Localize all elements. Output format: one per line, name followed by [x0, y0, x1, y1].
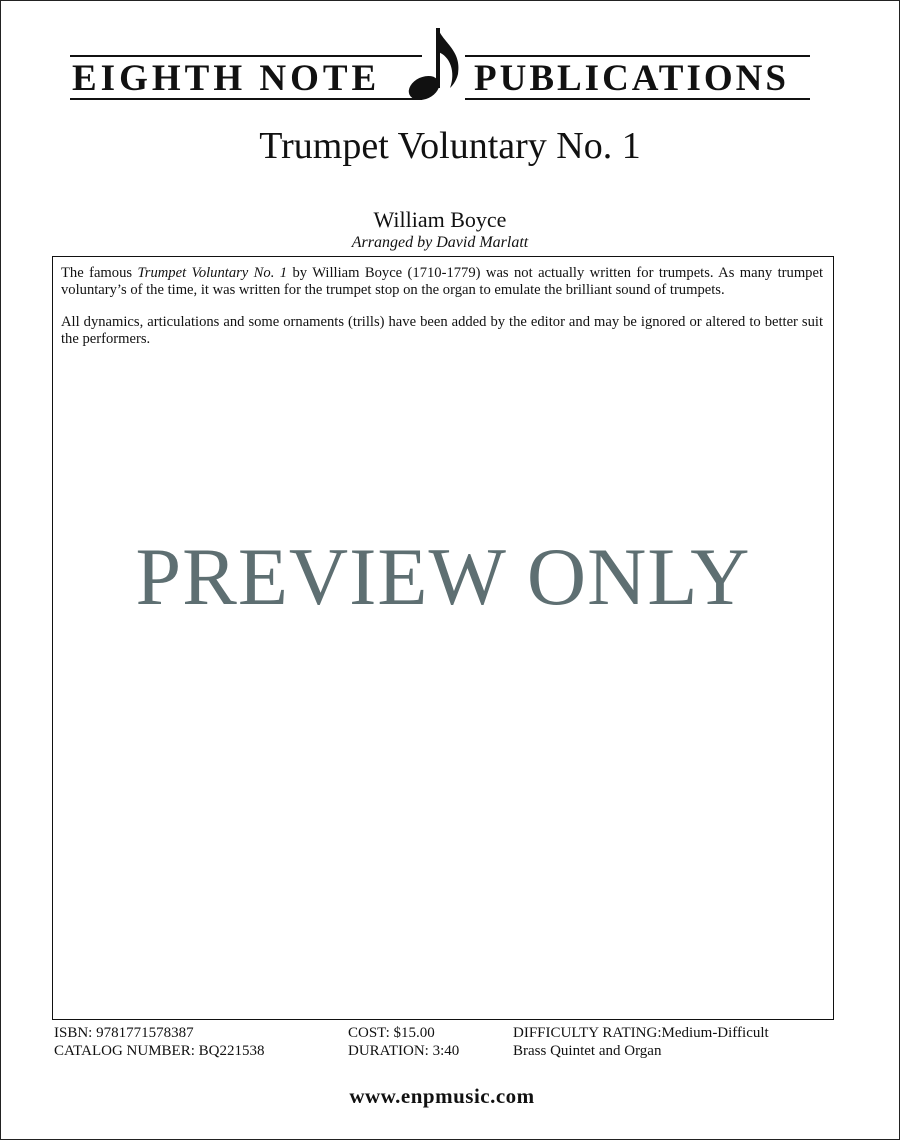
banner-rule	[465, 55, 810, 57]
instrumentation: Brass Quintet and Organ	[513, 1043, 662, 1059]
program-notes	[61, 265, 823, 363]
banner-rule	[70, 98, 422, 100]
notes-text: The famous	[61, 265, 138, 281]
banner-rule	[70, 55, 422, 57]
eighth-note-icon	[402, 22, 468, 104]
catalog-number: CATALOG NUMBER: BQ221538	[54, 1043, 265, 1059]
difficulty-rating: DIFFICULTY RATING:Medium-Difficult	[513, 1025, 769, 1041]
cost: COST: $15.00	[348, 1025, 435, 1041]
notes-text: by William Boyce (1710-1779) was not actually written for trumpets. As many trumpet voluntary’s of the time, it was written for the trumpet stop on the organ to emulate the brilliant sound of trumpets.	[61, 265, 823, 298]
isbn: ISBN: 9781771578387	[54, 1025, 194, 1041]
preview-watermark: PREVIEW ONLY	[135, 531, 751, 622]
piece-title: Trumpet Voluntary No. 1	[259, 125, 641, 167]
notes-title-italic: Trumpet Voluntary No. 1	[137, 265, 288, 281]
preview-content-box	[52, 256, 834, 1020]
notes-paragraph-2: All dynamics, articulations and some ornaments (trills) have been added by the editor and may be ignored or altered to better suit the performers.	[61, 314, 823, 347]
duration: DURATION: 3:40	[348, 1043, 460, 1059]
publisher-name-right: PUBLICATIONS	[474, 58, 789, 99]
publisher-banner	[70, 22, 810, 102]
website-link[interactable]: www.enpmusic.com	[349, 1084, 535, 1108]
composer-name: William Boyce	[373, 207, 507, 232]
publisher-name-left: EIGHTH NOTE	[72, 58, 381, 99]
arranger-credit: Arranged by David Marlatt	[351, 234, 529, 251]
banner-rule	[465, 98, 810, 100]
notes-paragraph-1	[61, 265, 823, 298]
